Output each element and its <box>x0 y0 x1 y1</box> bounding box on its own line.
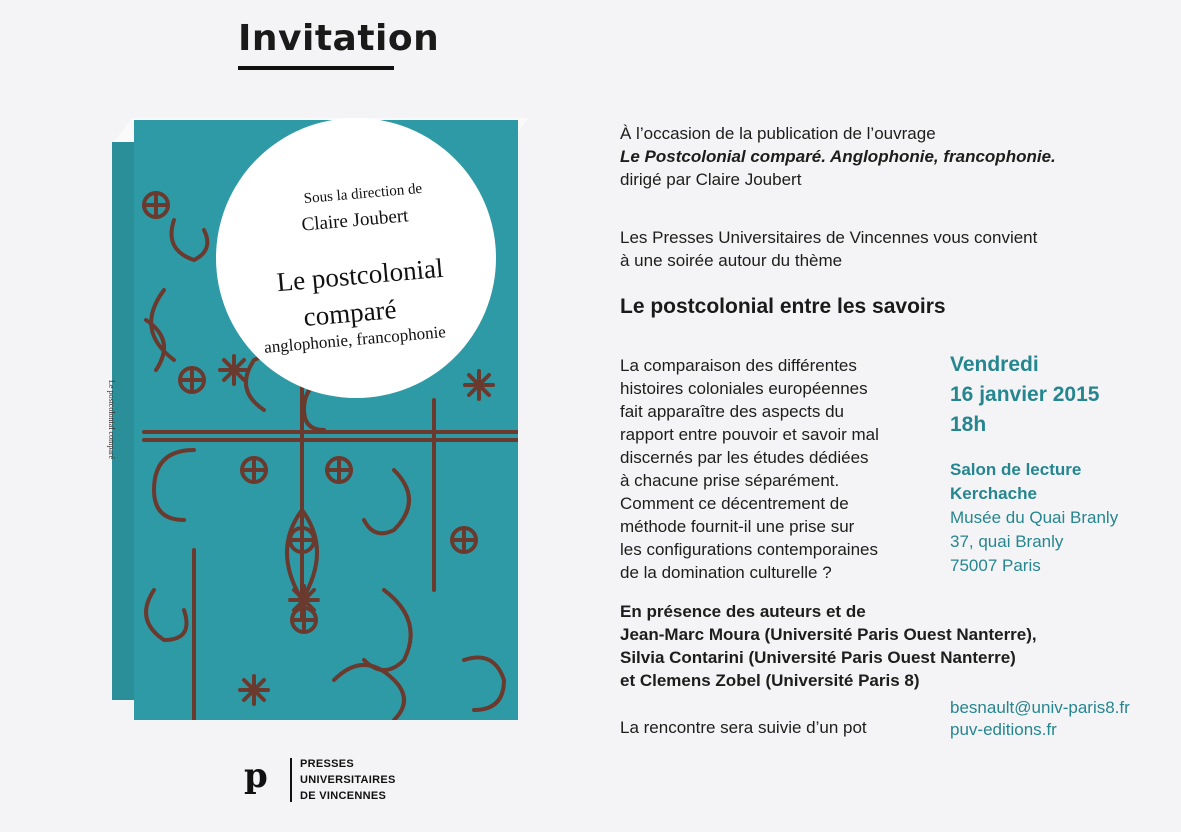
intro-line1: À l’occasion de la publication de l’ouvrage <box>620 124 936 143</box>
book-spine-title: Le postcolonial comparé <box>107 380 116 460</box>
cover-title-line2: comparé <box>302 294 398 332</box>
speakers-line: Silvia Contarini (Université Paris Ouest Nanterre) <box>620 648 1016 667</box>
description-line: méthode fournit-il une prise sur <box>620 517 855 536</box>
address-line2: 37, quai Branly <box>950 532 1064 551</box>
description-line: à chacune prise séparément. <box>620 471 840 490</box>
speakers-line: En présence des auteurs et de <box>620 602 866 621</box>
description-line: discernés par les études dédiées <box>620 448 869 467</box>
description-line: fait apparaître des aspects du <box>620 402 844 421</box>
intro-book-title: Le Postcolonial comparé. Anglophonie, francophonie. <box>620 147 1056 166</box>
description-line: histoires coloniales européennes <box>620 379 868 398</box>
invite-line1: Les Presses Universitaires de Vincennes vous convient <box>620 228 1038 247</box>
logo-divider <box>290 758 292 802</box>
cover-subtitle: anglophonie, francophonie <box>263 322 447 357</box>
description-line: rapport entre pouvoir et savoir mal <box>620 425 879 444</box>
description-line: les configurations contemporaines <box>620 540 878 559</box>
description-line: Comment ce décentrement de <box>620 494 849 513</box>
event-theme: Le postcolonial entre les savoirs <box>620 295 946 318</box>
event-date: 16 janvier 2015 <box>950 383 1100 406</box>
logo-text-line3: DE VINCENNES <box>300 790 387 802</box>
speakers-line: et Clemens Zobel (Université Paris 8) <box>620 671 920 690</box>
address-line3: 75007 Paris <box>950 556 1041 575</box>
venue-line2: Kerchache <box>950 484 1037 503</box>
contact-website[interactable]: puv-editions.fr <box>950 720 1057 739</box>
event-time: 18h <box>950 413 987 436</box>
logo-text-line2: UNIVERSITAIRES <box>300 774 396 786</box>
event-day: Vendredi <box>950 353 1039 376</box>
venue-line1: Salon de lecture <box>950 460 1082 479</box>
title-underline <box>238 66 394 70</box>
page-title: Invitation <box>238 18 440 59</box>
closing-note: La rencontre sera suivie d’un pot <box>620 718 867 737</box>
cover-author: Claire Joubert <box>300 205 410 236</box>
publisher-logo-icon: p <box>244 756 268 796</box>
contact-email[interactable]: besnault@univ-paris8.fr <box>950 698 1130 717</box>
cover-title-line1: Le postcolonial <box>275 252 445 298</box>
address-line1: Musée du Quai Branly <box>950 508 1119 527</box>
logo-text-line1: PRESSES <box>300 758 355 770</box>
speakers-line: Jean-Marc Moura (Université Paris Ouest Nanterre), <box>620 625 1037 644</box>
cover-direction-label: Sous la direction de <box>303 180 423 208</box>
invite-line2: à une soirée autour du thème <box>620 251 843 270</box>
description-line: de la domination culturelle ? <box>620 563 832 582</box>
intro-line3: dirigé par Claire Joubert <box>620 170 802 189</box>
description-line: La comparaison des différentes <box>620 356 857 375</box>
